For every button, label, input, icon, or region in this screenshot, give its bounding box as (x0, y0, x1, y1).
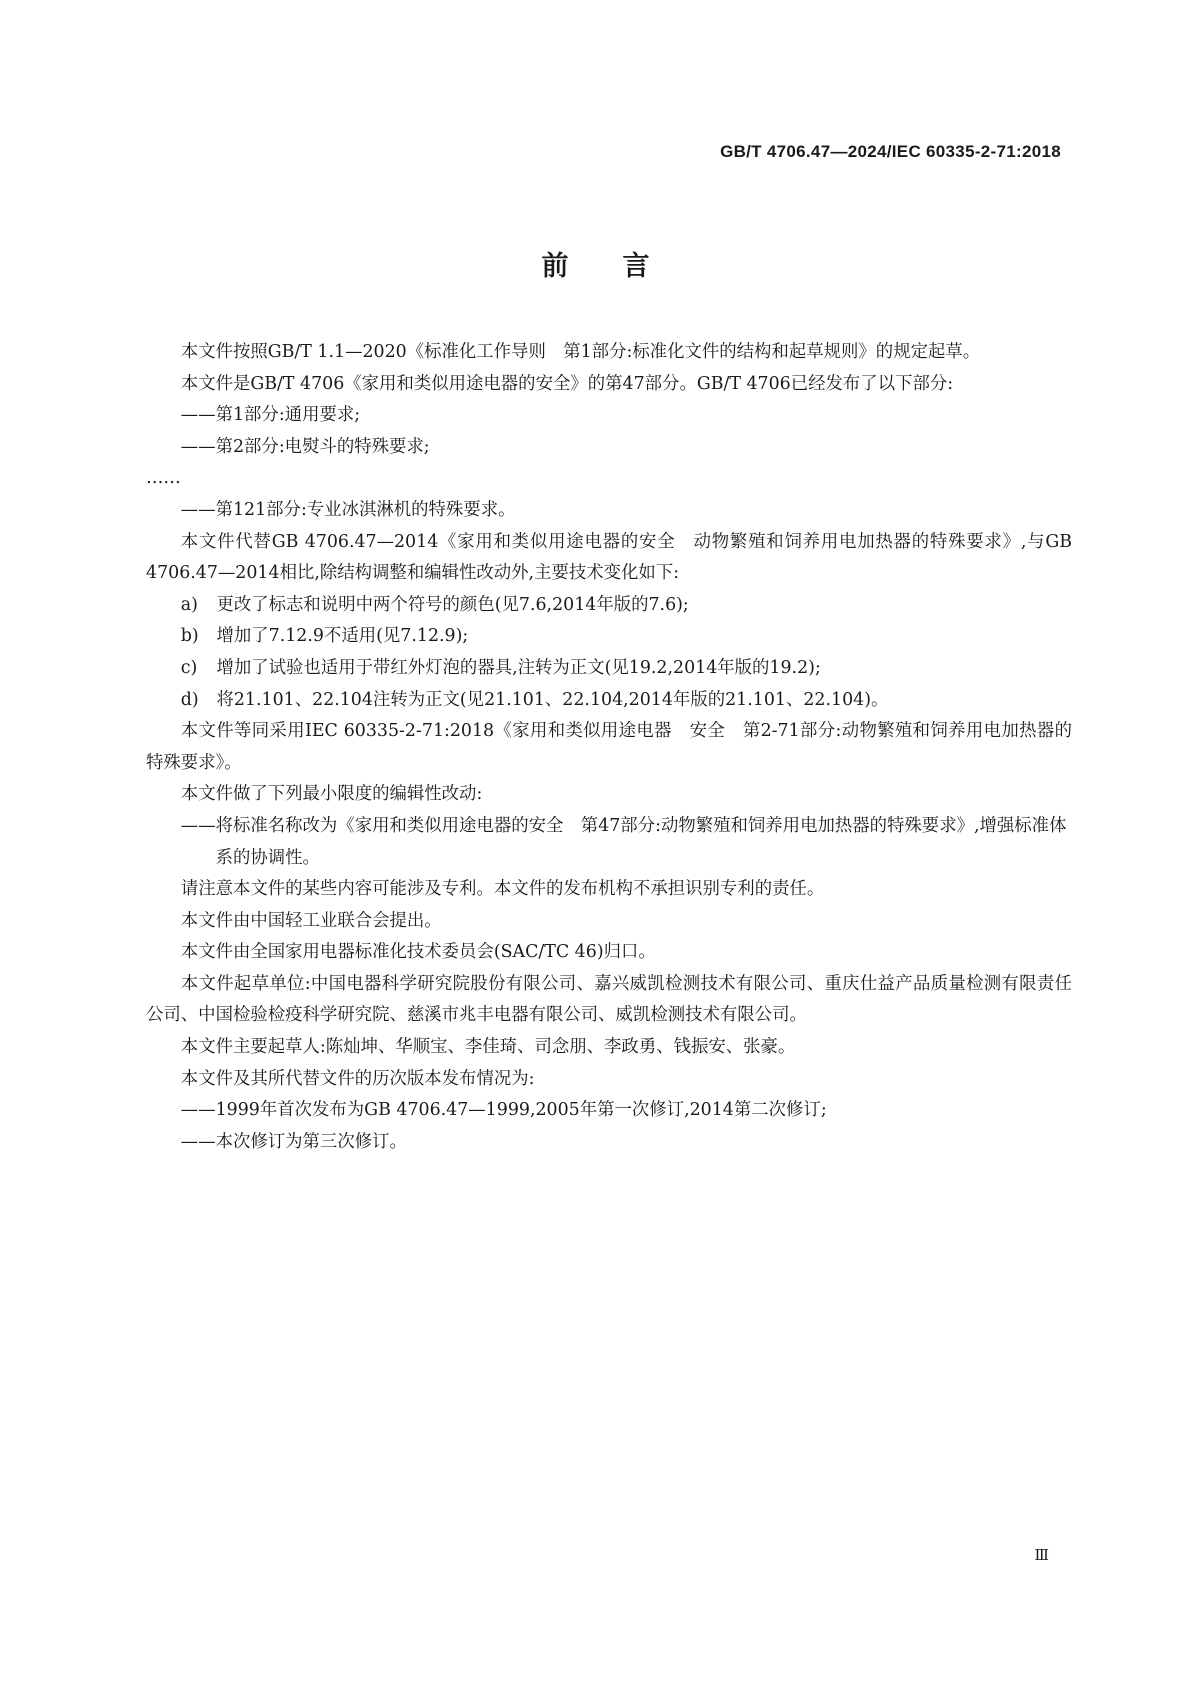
change-marker: a) (180, 594, 198, 615)
change-text: 更改了标志和说明中两个符号的颜色(见7.6,2014年版的7.6); (216, 594, 689, 615)
change-item-b (146, 621, 1072, 653)
paragraph-drafters: 本文件主要起草人:陈灿坤、华顺宝、李佳琦、司念朋、李政勇、钱振安、张豪。 (180, 1037, 796, 1058)
paragraph-drafting-units: 本文件起草单位:中国电器科学研究院股份有限公司、嘉兴威凯检测技术有限公司、重庆仕益产品质量检测有限责任公司、中国检验检疫科学研究院、慈溪市兆丰电器有限公司、威凯检测技术有限公司。 (146, 973, 1072, 1026)
list-item-name-change: ——将标准名称改为《家用和类似用途电器的安全 第47部分:动物繁殖和饲养用电加热器的特殊要求》,增强标准体系的协调性。 (180, 815, 1067, 868)
paragraph-replaces: 本文件代替GB 4706.47—2014《家用和类似用途电器的安全 动物繁殖和饲养用电加热器的特殊要求》,与GB 4706.47—2014相比,除结构调整和编辑性改动外,主要技术变化如下: (146, 531, 1072, 584)
page-title: 前言 (541, 251, 704, 282)
preface-body (146, 337, 1072, 1158)
paragraph-proposed-by: 本文件由中国轻工业联合会提出。 (180, 910, 442, 931)
change-text: 增加了7.12.9不适用(见7.12.9); (216, 626, 469, 647)
change-item-a (146, 590, 1072, 622)
change-marker: b) (180, 626, 199, 647)
list-item-part-1: ——第1部分:通用要求; (180, 405, 361, 426)
paragraph-under-jurisdiction: 本文件由全国家用电器标准化技术委员会(SAC/TC 46)归口。 (180, 942, 656, 963)
list-item-part-121: ——第121部分:专业冰淇淋机的特殊要求。 (180, 499, 516, 520)
change-text: 增加了试验也适用于带红外灯泡的器具,注转为正文(见19.2,2014年版的19.2); (216, 657, 821, 678)
paragraph-patent-notice: 请注意本文件的某些内容可能涉及专利。本文件的发布机构不承担识别专利的责任。 (180, 879, 825, 900)
paragraph-identical-adoption: 本文件等同采用IEC 60335-2-71:2018《家用和类似用途电器 安全 第2-71部分:动物繁殖和饲养用电加热器的特殊要求》。 (146, 721, 1072, 773)
paragraph-history-intro: 本文件及其所代替文件的历次版本发布情况为: (180, 1068, 535, 1089)
change-item-d (146, 685, 1072, 717)
paragraph-drafting-rules: 本文件按照GB/T 1.1—2020《标准化工作导则 第1部分:标准化文件的结构和起草规则》的规定起草。 (180, 342, 981, 362)
paragraph-series-parts: 本文件是GB/T 4706《家用和类似用途电器的安全》的第47部分。GB/T 4706已经发布了以下部分: (180, 373, 954, 394)
change-item-c (146, 653, 1072, 685)
list-item-part-2: ——第2部分:电熨斗的特殊要求; (180, 436, 430, 457)
list-item-history-2: ——本次修订为第三次修订。 (180, 1131, 407, 1152)
paragraph-editorial-changes: 本文件做了下列最小限度的编辑性改动: (180, 784, 483, 805)
page-number: Ⅲ (1034, 1546, 1048, 1564)
change-marker: c) (180, 657, 198, 678)
change-marker: d) (180, 689, 199, 710)
change-text: 将21.101、22.104注转为正文(见21.101、22.104,2014年版的21.101、22.104)。 (216, 689, 889, 710)
list-item-history-1: ——1999年首次发布为GB 4706.47—1999,2005年第一次修订,2014第二次修订; (180, 1100, 827, 1121)
standard-code: GB/T 4706.47—2024/IEC 60335-2-71:2018 (720, 142, 1061, 161)
list-ellipsis: …… (146, 468, 181, 489)
